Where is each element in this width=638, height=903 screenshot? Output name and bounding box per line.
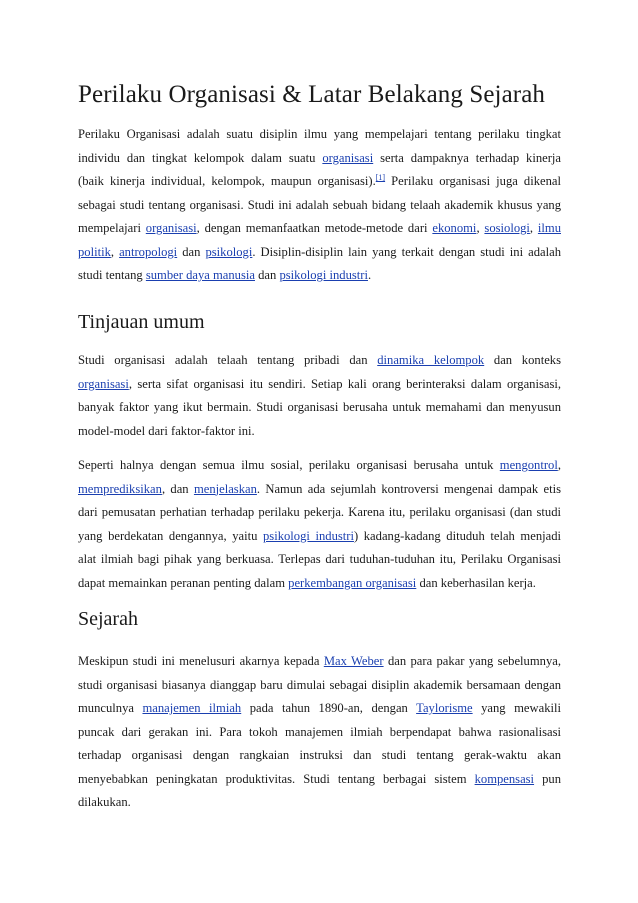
text-line: menyebabkan peningkatan produktivitas. Studi tentang berbagai sistem kompensasi pun [78, 771, 561, 786]
link-dinamika-kelompok[interactable]: dinamika kelompok [377, 353, 485, 367]
citation-link[interactable]: [1] [375, 173, 386, 182]
link-ilmu-politik[interactable]: politik [78, 244, 111, 259]
text-line: puncak dari gerakan ini. Para tokoh manajemen ilmiah berpendapat bahwa rasionalisasi [78, 724, 561, 739]
text-line: Studi organisasi adalah telaah tentang pribadi dan dinamika kelompok dan konteks [78, 353, 561, 367]
text-line: studi tentang sumber daya manusia dan psikologi industri. [78, 268, 372, 282]
link-ilmu-politik[interactable]: ilmu [537, 221, 561, 235]
text-line: dilakukan. [78, 795, 131, 809]
link-psikologi-industri[interactable]: psikologi industri [263, 528, 354, 543]
link-organisasi[interactable]: organisasi [145, 221, 197, 235]
text-line: politik, antropologi dan psikologi. Disiplin-disiplin lain yang terkait dengan studi ini adalah [78, 244, 562, 259]
link-mengontrol[interactable]: mengontrol [499, 458, 558, 472]
link-menjelaskan[interactable]: menjelaskan [193, 481, 257, 496]
text-line: dari pemusatan perhatian terhadap perilaku pekerja. Karena itu, perilaku organisasi (dan studi [78, 505, 561, 519]
link-perkembangan-organisasi[interactable]: perkembangan organisasi [288, 575, 417, 590]
text-line: terhadap organisasi dengan rangkaian instruksi dan studi tentang gerak-waktu akan [78, 748, 561, 762]
text-line: Perilaku Organisasi adalah suatu disiplin ilmu yang mempelajari tentang perilaku tingkat [78, 127, 561, 141]
text-line: yang berdekatan dengannya, yaitu psikologi industri) kadang-kadang dituduh telah menjadi [78, 528, 561, 543]
tinjauan-paragraph-1 [78, 349, 561, 443]
text-line: mempelajari organisasi, dengan memanfaatkan metode-metode dari ekonomi, sosiologi, ilmu [78, 221, 561, 235]
text-line: individu dan tingkat kelompok dalam suatu organisasi serta dampaknya terhadap kinerja [78, 150, 561, 165]
section-heading-tinjauan: Tinjauan umum [78, 311, 205, 333]
text-line: alat ilmiah bagi pihak yang berkuasa. Terlepas dari tuduhan-tuduhan itu, Perilaku Organisasi [78, 552, 561, 566]
link-organisasi[interactable]: organisasi [322, 150, 374, 165]
tinjauan-paragraph-2 [78, 454, 561, 595]
page-title: Perilaku Organisasi & Latar Belakang Sejarah [78, 81, 545, 108]
link-manajemen-ilmiah[interactable]: manajemen ilmiah [142, 701, 242, 715]
link-organisasi[interactable]: organisasi [78, 376, 129, 391]
link-antropologi[interactable]: antropologi [119, 244, 178, 259]
link-kompensasi[interactable]: kompensasi [474, 771, 535, 786]
text-line: Seperti halnya dengan semua ilmu sosial, perilaku organisasi berusaha untuk mengontrol, [78, 458, 561, 472]
link-taylorisme[interactable]: Taylorisme [416, 701, 473, 715]
link-sumber-daya-manusia[interactable]: sumber daya manusia [145, 268, 255, 282]
intro-paragraph [78, 123, 561, 288]
text-line: Meskipun studi ini menelusuri akarnya kepada Max Weber dan para pakar yang sebelumnya, [78, 654, 561, 668]
text-line: banyak faktor yang ikut bermain. Studi organisasi berusaha untuk memahami dan menyusun [78, 400, 561, 414]
link-sosiologi[interactable]: sosiologi [484, 221, 530, 235]
link-psikologi[interactable]: psikologi [205, 244, 253, 259]
sejarah-paragraph [78, 650, 561, 815]
link-memprediksikan[interactable]: memprediksikan [78, 481, 162, 496]
text-line: organisasi, serta sifat organisasi itu sendiri. Setiap kali orang berinteraksi dalam organisasi, [78, 376, 561, 391]
text-line: memprediksikan, dan menjelaskan. Namun ada sejumlah kontroversi mengenai dampak etis [78, 481, 561, 496]
link-psikologi-industri[interactable]: psikologi industri [279, 268, 368, 282]
text-line: model-model dari faktor-faktor ini. [78, 423, 255, 438]
link-max-weber[interactable]: Max Weber [323, 654, 384, 668]
text-line: munculnya manajemen ilmiah pada tahun 1890-an, dengan Taylorisme yang mewakili [78, 701, 561, 715]
text-line: studi organisasi biasanya dianggap baru dimulai sebagai disiplin akademik bersamaan dengan [78, 677, 561, 692]
section-heading-sejarah: Sejarah [78, 608, 138, 630]
text-line: dapat memainkan peranan penting dalam perkembangan organisasi dan keberhasilan kerja. [78, 575, 536, 590]
text-line: (baik kinerja individual, kelompok, maupun organisasi).[1] Perilaku organisasi juga dikenal [78, 173, 561, 188]
text-line: sebagai studi tentang organisasi. Studi ini adalah sebuah bidang telaah akademik khusus yang [78, 197, 561, 212]
link-ekonomi[interactable]: ekonomi [432, 221, 477, 235]
